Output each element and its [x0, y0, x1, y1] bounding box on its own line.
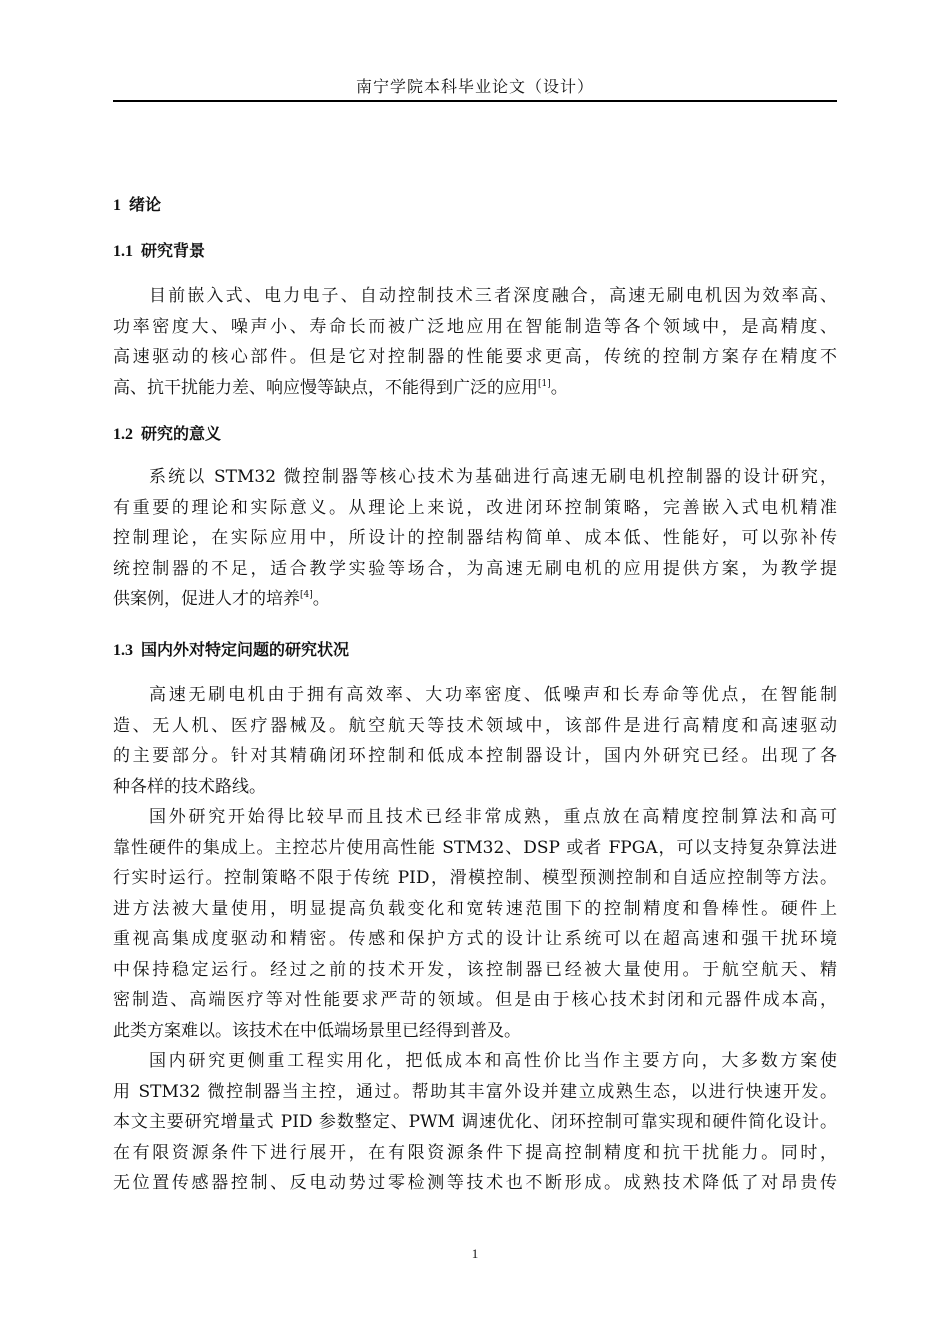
- section-title: 研究的意义: [141, 424, 222, 443]
- text-line: 高、抗干扰能力差、响应慢等缺点，不能得到广泛的应用: [113, 377, 538, 398]
- section-number: 1.2: [113, 426, 133, 443]
- text-line: 无位置传感器控制、反电动势过零检测等技术也不断形成。成熟技术降低了对昂贵传: [113, 1173, 837, 1193]
- paragraph: [113, 680, 837, 1199]
- text-line: 有重要的理论和实际意义。从理论上来说，改进闭环控制策略，完善嵌入式电机精准: [113, 497, 837, 518]
- chapter-heading: [113, 194, 161, 217]
- text-line: 系统以 STM32 微控制器等核心技术为基础进行高速无刷电机控制器的设计研究，: [149, 467, 837, 487]
- page-header: 南宁学院本科毕业论文（设计）: [355, 77, 594, 96]
- paragraph: [113, 281, 837, 403]
- text-line: 供案例，促进人才的培养: [113, 589, 300, 609]
- sentence-end: 。: [550, 377, 568, 398]
- text-line: 统控制器的不足，适合教学实验等场合，为高速无刷电机的应用提供方案，为教学提: [113, 558, 837, 579]
- paragraph: [113, 462, 837, 615]
- text-line: 进方法被大量使用，明显提高负载变化和宽转速范围下的控制精度和鲁棒性。硬件上: [113, 898, 837, 919]
- text-line: 造、无人机、医疗器械及。航空航天等技术领域中，该部件是进行高精度和高速驱动: [113, 715, 837, 736]
- section-title: 研究背景: [141, 241, 206, 260]
- text-line: 用 STM32 微控制器当主控，通过。帮助其丰富外设并建立成熟生态，以进行快速开发。: [113, 1081, 837, 1102]
- section-heading: [113, 240, 205, 263]
- text-line: 本文主要研究增量式 PID 参数整定、PWM 调速优化、闭环控制可靠实现和硬件简化设计。: [113, 1112, 837, 1132]
- text-line: 控制理论，在实际应用中，所设计的控制器结构简单、成本低、性能好，可以弥补传: [113, 528, 837, 548]
- text-line-with-citation: [113, 373, 837, 404]
- text-line: 的主要部分。针对其精确闭环控制和低成本控制器设计，国内外研究已经。出现了各: [113, 746, 837, 766]
- chapter-number: 1: [113, 197, 121, 214]
- text-line: 在有限资源条件下进行展开，在有限资源条件下提高控制精度和抗干扰能力。同时，: [113, 1142, 837, 1163]
- text-line: 国内研究更侧重工程实用化，把低成本和高性价比当作主要方向，大多数方案使: [149, 1051, 837, 1071]
- text-line: 种各样的技术路线。: [113, 776, 266, 797]
- text-line: 功率密度大、噪声小、寿命长而被广泛地应用在智能制造等各个领域中，是高精度、: [113, 316, 837, 337]
- text-line-with-citation: [113, 584, 837, 615]
- text-line: 密制造、高端医疗等对性能要求严苛的领域。但是由于核心技术封闭和元器件成本高，: [113, 990, 837, 1010]
- text-line: 国外研究开始得比较早而且技术已经非常成熟，重点放在高精度控制算法和高可: [149, 807, 837, 827]
- citation: [4]: [300, 590, 313, 600]
- section-number: 1.1: [113, 243, 133, 260]
- header-rule: [113, 100, 837, 102]
- citation: [1]: [538, 378, 551, 389]
- text-line: 目前嵌入式、电力电子、自动控制技术三者深度融合，高速无刷电机因为效率高、: [149, 286, 837, 306]
- text-line: 高速无刷电机由于拥有高效率、大功率密度、低噪声和长寿命等优点，在智能制: [149, 685, 837, 705]
- text-line: 重视高集成度驱动和精密。传感和保护方式的设计让系统可以在超高速和强干扰环境: [113, 929, 837, 949]
- sentence-end: 。: [312, 589, 330, 609]
- text-line: 靠性硬件的集成上。主控芯片使用高性能 STM32、DSP 或者 FPGA，可以支持复杂算法进: [113, 837, 837, 858]
- section-heading: [113, 639, 349, 662]
- section-number: 1.3: [113, 642, 133, 659]
- section-heading: [113, 423, 221, 446]
- page-number: 1: [471, 1246, 479, 1261]
- text-line: 行实时运行。控制策略不限于传统 PID，滑模控制、模型预测控制和自适应控制等方法。: [113, 868, 837, 888]
- text-line: 中保持稳定运行。经过之前的技术开发，该控制器已经被大量使用。于航空航天、精: [113, 959, 837, 980]
- chapter-title: 绪论: [129, 195, 162, 214]
- text-line: 此类方案难以。该技术在中低端场景里已经得到普及。: [113, 1020, 521, 1041]
- text-line: 高速驱动的核心部件。但是它对控制器的性能要求更高，传统的控制方案存在精度不: [113, 347, 837, 367]
- section-title: 国内外对特定问题的研究状况: [141, 640, 350, 659]
